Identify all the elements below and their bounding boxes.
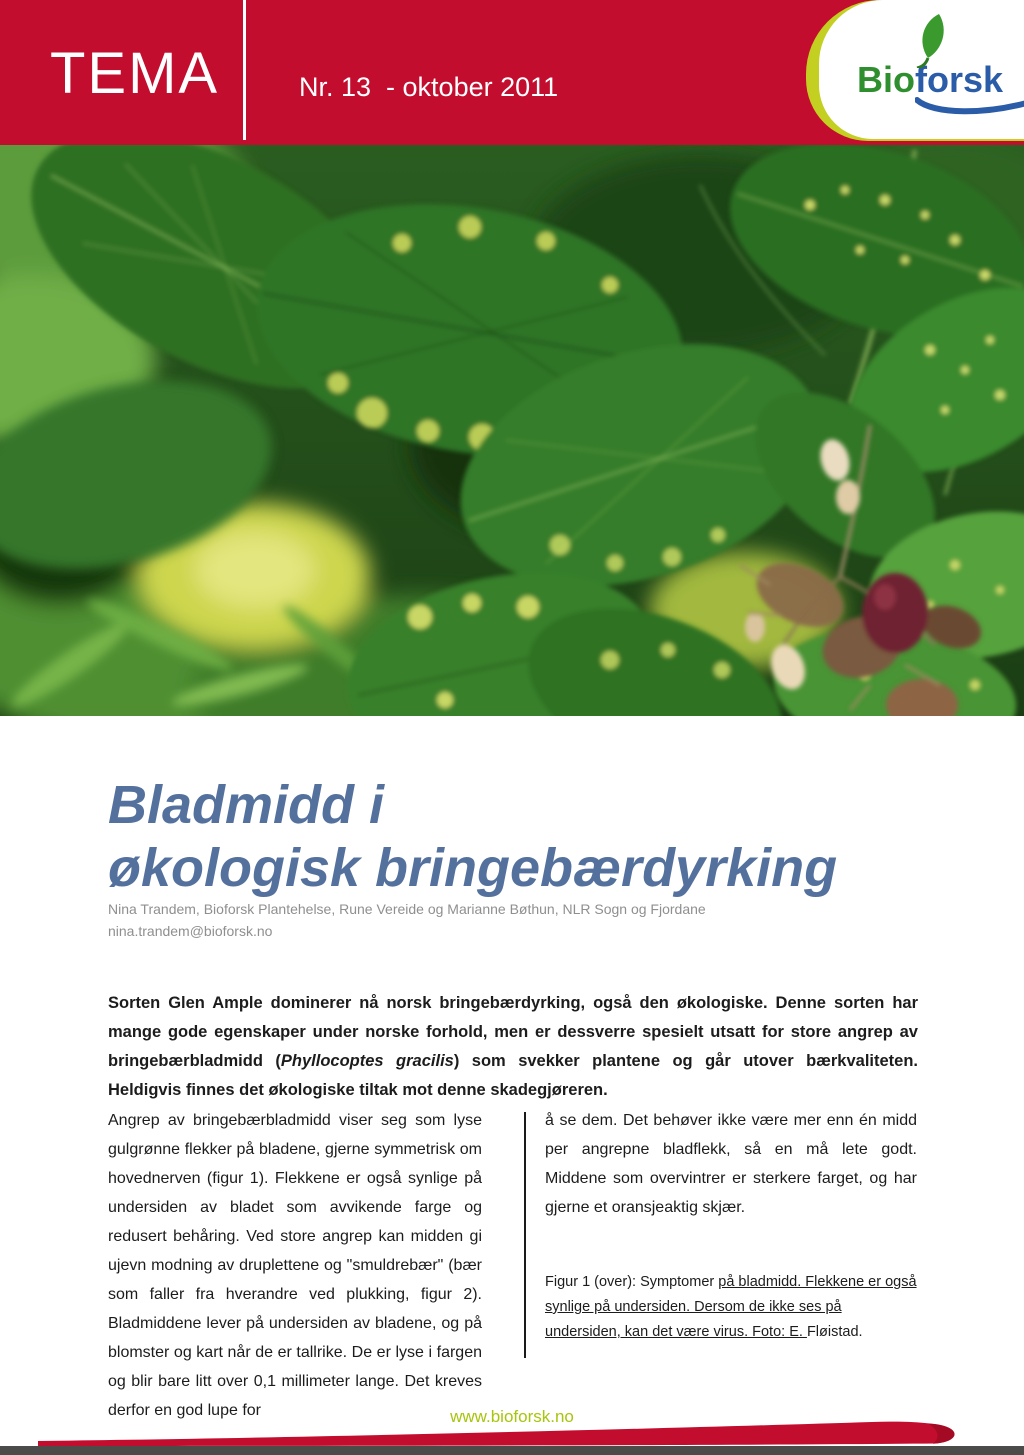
hero-photo <box>0 145 1024 716</box>
author-email: nina.trandem@bioforsk.no <box>108 923 273 939</box>
lead-paragraph <box>108 989 918 1105</box>
column-divider <box>524 1112 526 1358</box>
footer-url-link[interactable]: www.bioforsk.no <box>450 1407 574 1426</box>
lead-text-2: ) som svekker plantene og går utover bærkvaliteten. Heldigvis finnes det økologiske tiltak mot denne skadegjøreren. <box>108 1051 919 1099</box>
caption-text-start: Figur 1 (over): Symptomer <box>545 1274 719 1290</box>
header-divider <box>243 0 246 140</box>
bottom-window-bar <box>0 1446 1024 1455</box>
page-title-line1: Bladmidd i <box>108 775 385 836</box>
body-column-left: Angrep av bringebærbladmidd viser seg som lyse gulgrønne flekker på bladene, gjerne symmetrisk om hovednerven (figur 1). Flekkene er også synlige på undersiden av bladet som avvikende farge og redusert behåring. Ved store angrep kan midden gi ujevn modning av druplettene og "smuldrebær" (bær som faller fra hverandre ved plukking, figur 2). Bladmiddene lever på undersiden av bladene, og på blomster og kart når de er tallrike. De er lyse i fargen og blir bare litt over 0,1 millimeter lange. Det kreves derfor en god lupe for <box>108 1112 482 1419</box>
logo-underline-swoosh <box>915 96 1024 118</box>
logo-wordmark <box>857 59 1004 100</box>
body-column-right <box>545 1106 917 1360</box>
caption-text-end: Fløistad. <box>806 1324 863 1340</box>
page-title <box>108 774 988 900</box>
byline: Nina Trandem, Bioforsk Plantehelse, Rune Vereide og Marianne Bøthun, NLR Sogn og Fjordane <box>108 901 706 917</box>
footer-red-swoosh <box>0 1416 1024 1446</box>
logo-text-forsk: forsk <box>915 59 1004 100</box>
tema-label: TEMA <box>50 41 220 106</box>
masthead <box>0 0 1024 145</box>
bioforsk-logo <box>806 0 1024 141</box>
body-column-right-text: å se dem. Det behøver ikke være mer enn én midd per angrepne bladflekk, så en må lete godt. Middene som overvintrer er sterkere farget, og har gjerne et oransjeaktig skjær. <box>545 1112 917 1216</box>
figure-caption <box>545 1270 917 1345</box>
lead-latin-name: Phyllocoptes gracilis <box>280 1051 454 1070</box>
caption-text-underlined: på bladmidd. Flekkene er også synlige på undersiden. Dersom de ikke ses på undersiden, kan det være virus. Foto: E. <box>545 1274 917 1340</box>
leaf-icon <box>911 12 957 68</box>
logo-text-bio: Bio <box>857 59 915 100</box>
issue-label: Nr. 13 - oktober 2011 <box>299 72 559 102</box>
lead-text-1: Sorten Glen Ample dominerer nå norsk bringebærdyrking, også den økologiske. Denne sorten har mange gode egenskaper under norske forhold, men er dessverre spesielt utsatt for store angrep av bringebærbladmidd ( <box>108 993 918 1070</box>
page-title-line2: økologisk bringebærdyrking <box>108 838 838 899</box>
logo-card <box>819 0 1024 139</box>
